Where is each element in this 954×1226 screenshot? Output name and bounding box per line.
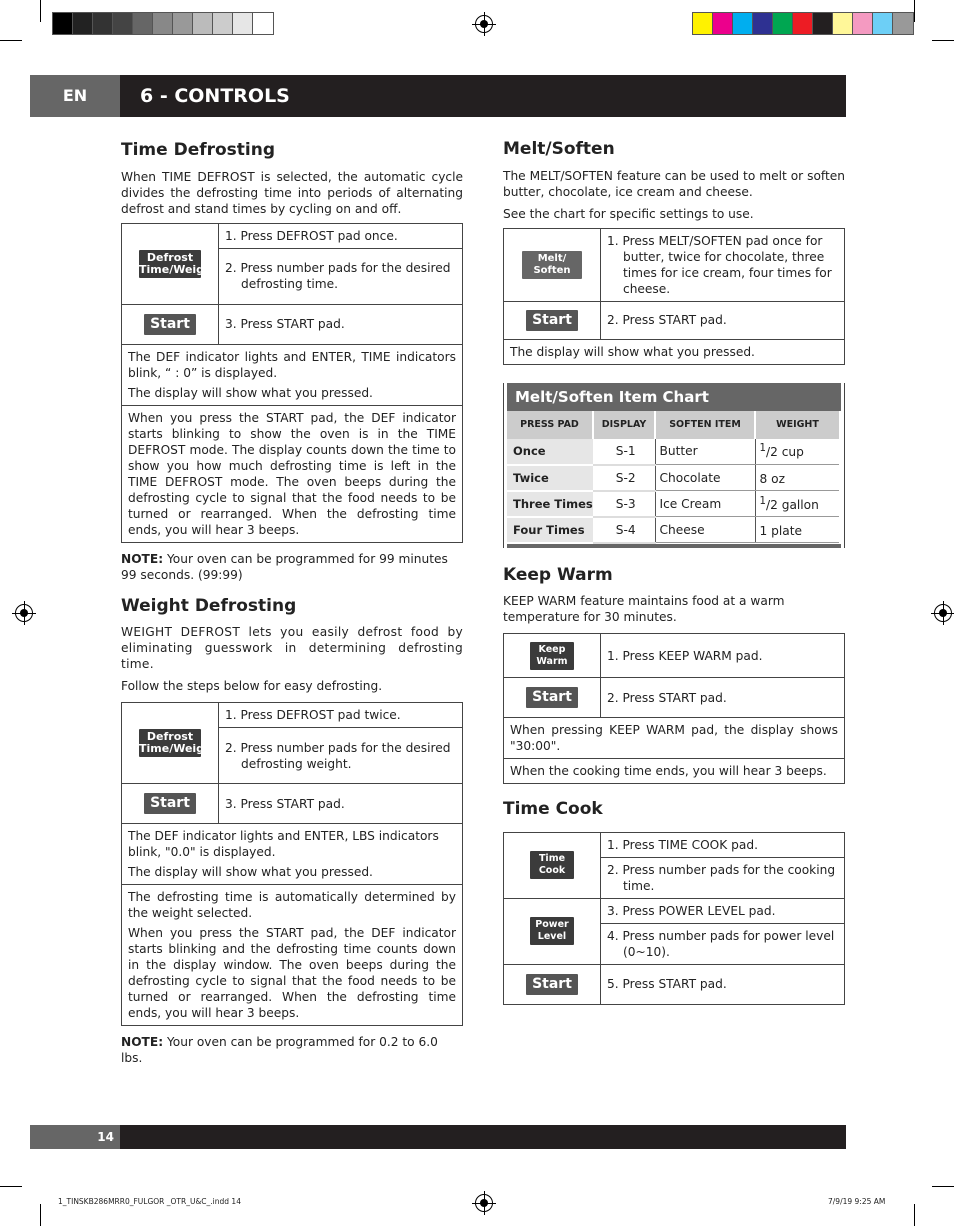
item-cell: Cheese	[655, 517, 755, 543]
melt-soften-steps-table	[503, 228, 845, 365]
weight-defrosting-intro: WEIGHT DEFROST lets you easily defrost food by eliminating guesswork in determining defrosting time.	[121, 625, 463, 672]
table-row	[507, 465, 839, 491]
crop-mark	[40, 1204, 41, 1226]
info-text: The DEF indicator lights and ENTER, TIME indicators blink, “ : 0” is displayed.	[128, 349, 456, 380]
defrost-pad-cell	[122, 703, 219, 784]
press-pad-cell: Once	[507, 439, 593, 465]
time-defrost-steps-table	[121, 223, 463, 543]
start-button: Start	[144, 793, 196, 814]
weight-cell: 1 plate	[755, 517, 839, 543]
step-text: 1. Press KEEP WARM pad.	[601, 634, 845, 678]
start-pad-cell	[504, 678, 601, 718]
info-text: The display will show what you pressed.	[128, 385, 373, 400]
time-defrosting-heading: Time Defrosting	[121, 140, 276, 160]
melt-pad-cell	[504, 228, 601, 301]
crop-mark	[40, 0, 41, 22]
keep-warm-button: Keep Warm	[530, 642, 574, 670]
time-defrosting-intro: When TIME DEFROST is selected, the automatic cycle divides the defrosting time into periods of alternating defrost and stand times by cycling on and off.	[121, 169, 463, 216]
start-pad-cell	[504, 964, 601, 1004]
info-text: When you press the START pad, the DEF indicator starts blinking to show the oven is in the TIME DEFROST mode. The display counts down the time to show you how much defrosting time is left in the TIME DEFROST mode. The oven beeps during the defrosting cycle to signal that the food needs to be turned or rearranged. When the defrosting time ends, you will hear 3 beeps.	[128, 410, 456, 537]
registration-mark-icon	[934, 604, 952, 622]
crop-mark	[0, 1186, 22, 1187]
time-cook-button: Time Cook	[530, 851, 574, 879]
time-cook-steps-table	[503, 832, 845, 1005]
display-cell: S-2	[593, 465, 655, 491]
start-button: Start	[526, 974, 578, 995]
time-defrost-note: NOTE: Your oven can be programmed for 99 minutes 99 seconds. (99:99)	[121, 551, 448, 582]
weight-defrost-steps-table	[121, 702, 463, 1026]
info-text: The display will show what you pressed.	[504, 339, 845, 364]
melt-soften-heading: Melt/Soften	[503, 139, 615, 159]
step-text: 3. Press START pad.	[219, 304, 463, 344]
info-text: When the cooking time ends, you will hear 3 beeps.	[504, 759, 845, 784]
step-text: 2. Press number pads for the cooking time.	[607, 862, 836, 893]
start-button: Start	[526, 310, 578, 331]
weight-cell: 8 oz	[755, 465, 839, 491]
table-row	[507, 517, 839, 543]
page-number: 14	[30, 1125, 120, 1149]
power-level-button: Power Level	[530, 917, 574, 945]
item-cell: Butter	[655, 439, 755, 465]
press-pad-cell: Twice	[507, 465, 593, 491]
melt-soften-button: Melt/ Soften	[522, 251, 582, 279]
section-header	[30, 75, 846, 117]
start-pad-cell	[504, 301, 601, 339]
keep-warm-heading: Keep Warm	[503, 564, 613, 585]
weight-cell: $^1$/2 cup	[755, 439, 839, 465]
file-slug: 1_TINSKB286MRR0_FULGOR _OTR_U&C_.indd 14	[58, 1197, 241, 1206]
start-pad-cell	[122, 304, 219, 344]
start-button: Start	[526, 687, 578, 708]
display-cell: S-3	[593, 491, 655, 517]
step-text: 3. Press START pad.	[219, 784, 463, 824]
column-header: DISPLAY	[593, 411, 655, 439]
column-header: WEIGHT	[755, 411, 839, 439]
info-text: The DEF indicator lights and ENTER, LBS indicators blink, "0.0" is displayed.	[128, 829, 439, 860]
table-row	[507, 491, 839, 517]
item-chart-table	[507, 411, 839, 544]
crop-mark	[914, 1204, 915, 1226]
step-text: 2. Press number pads for the desired defrosting weight.	[225, 740, 451, 771]
grayscale-calibration-bar	[52, 12, 274, 35]
registration-mark-icon	[475, 15, 493, 33]
melt-soften-see: See the chart for specific settings to use.	[503, 206, 754, 221]
defrost-time-weight-button: Defrost Time/Weight	[139, 730, 218, 756]
date-slug: 7/9/19 9:25 AM	[828, 1197, 886, 1206]
info-text: When pressing KEEP WARM pad, the display shows "30:00".	[504, 718, 845, 759]
left-column	[121, 141, 463, 1066]
crop-mark	[914, 0, 915, 22]
column-header: SOFTEN ITEM	[655, 411, 755, 439]
step-text: 5. Press START pad.	[601, 964, 845, 1004]
step-text: 2. Press number pads for the desired defrosting time.	[225, 261, 451, 292]
start-pad-cell	[122, 784, 219, 824]
section-title: 6 - CONTROLS	[140, 85, 290, 107]
weight-defrosting-follow: Follow the steps below for easy defrosting.	[121, 679, 383, 694]
color-calibration-bar	[692, 12, 914, 35]
step-text: 1. Press DEFROST pad once.	[219, 223, 463, 248]
display-cell: S-1	[593, 439, 655, 465]
weight-defrosting-heading: Weight Defrosting	[121, 595, 297, 616]
language-tab: EN	[30, 75, 120, 117]
step-text: 4. Press number pads for power level (0~10).	[607, 928, 835, 959]
keep-warm-intro: KEEP WARM feature maintains food at a warm temperature for 30 minutes.	[503, 594, 785, 625]
crop-mark	[932, 1186, 954, 1187]
step-text: 1. Press MELT/SOFTEN pad once for butter, twice for chocolate, three times for ice cream, four times for cheese.	[607, 233, 832, 296]
registration-mark-icon	[15, 604, 33, 622]
info-text: When you press the START pad, the DEF indicator starts blinking and the defrosting time counts down in the display window. The oven beeps during the defrosting cycle to signal that the food needs to be turned or rearranged. When the defrosting time ends, you will hear 3 beeps.	[128, 926, 456, 1021]
chart-bottom-rule	[507, 544, 841, 548]
weight-defrost-note: NOTE: Your oven can be programmed for 0.2 to 6.0 lbs.	[121, 1035, 438, 1066]
info-text: The display will show what you pressed.	[128, 865, 373, 880]
step-text: 3. Press POWER LEVEL pad.	[601, 898, 845, 923]
right-column	[503, 140, 845, 1005]
press-pad-cell: Four Times	[507, 517, 593, 543]
weight-cell: $^1$/2 gallon	[755, 491, 839, 517]
display-cell: S-4	[593, 517, 655, 543]
press-pad-cell: Three Times	[507, 491, 593, 517]
column-header: PRESS PAD	[507, 411, 593, 439]
registration-mark-icon	[475, 1194, 493, 1212]
step-text: 1. Press DEFROST pad twice.	[219, 703, 463, 728]
keep-warm-pad-cell	[504, 634, 601, 678]
start-button: Start	[144, 314, 196, 335]
keep-warm-steps-table	[503, 633, 845, 784]
crop-mark	[932, 40, 954, 41]
step-text: 1. Press TIME COOK pad.	[601, 832, 845, 857]
time-cook-pad-cell	[504, 832, 601, 898]
crop-mark	[0, 40, 22, 41]
info-text: The defrosting time is automatically determined by the weight selected.	[128, 890, 456, 921]
melt-soften-intro: The MELT/SOFTEN feature can be used to melt or soften butter, chocolate, ice cream and cheese.	[503, 168, 845, 199]
melt-soften-item-chart	[503, 383, 845, 548]
table-row	[507, 439, 839, 465]
defrost-pad-cell	[122, 223, 219, 304]
defrost-time-weight-button: Defrost Time/Weight	[139, 250, 218, 276]
page-footer	[30, 1125, 846, 1149]
step-text: 2. Press START pad.	[601, 678, 845, 718]
step-text: 2. Press START pad.	[601, 301, 845, 339]
item-cell: Chocolate	[655, 465, 755, 491]
item-cell: Ice Cream	[655, 491, 755, 517]
time-cook-heading: Time Cook	[503, 799, 603, 820]
power-level-pad-cell	[504, 898, 601, 964]
chart-title: Melt/Soften Item Chart	[507, 383, 841, 411]
